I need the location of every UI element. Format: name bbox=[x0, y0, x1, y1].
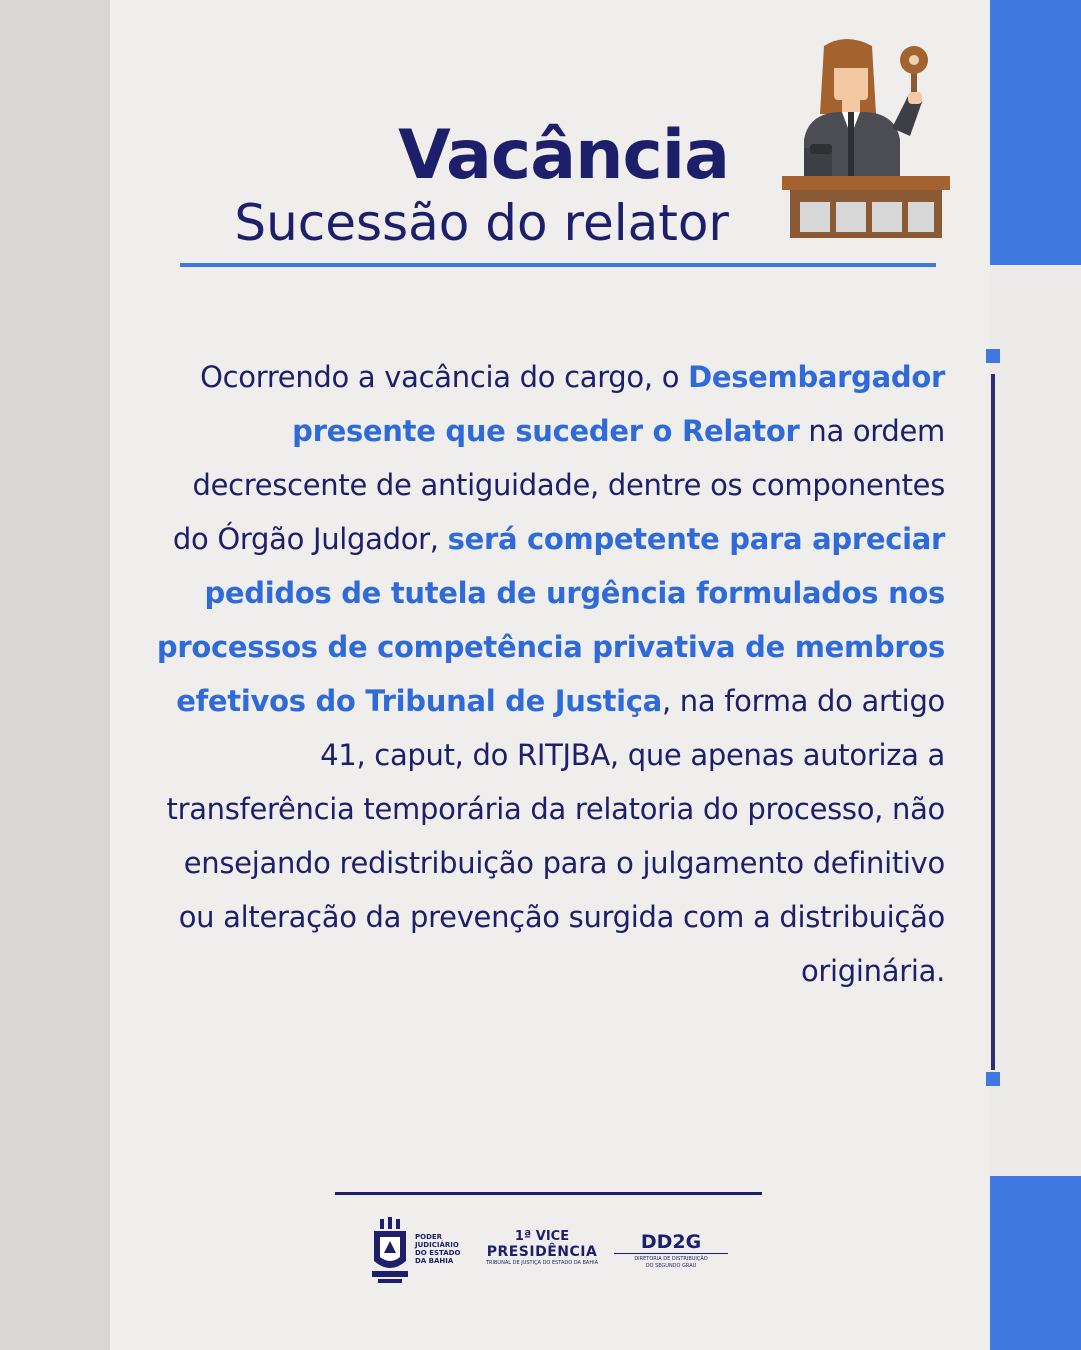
page-title: Vacância bbox=[398, 116, 729, 195]
logo-vice-line3: TRIBUNAL DE JUSTIÇA DO ESTADO DA BAHIA bbox=[486, 1260, 599, 1266]
logo-tj-line: JUDICIÁRIO bbox=[415, 1241, 459, 1249]
body-highlight-1: Desembargador presente que suceder o Relator bbox=[292, 360, 945, 448]
logo-vice-line2: PRESIDÊNCIA bbox=[486, 1244, 598, 1260]
page-subtitle: Sucessão do relator bbox=[234, 194, 729, 252]
logo-tj-line: DA BAHIA bbox=[415, 1257, 454, 1265]
title-underline bbox=[180, 263, 936, 267]
logo-dd2g-acronym: DD2G bbox=[640, 1231, 702, 1253]
blue-accent-top bbox=[990, 0, 1081, 265]
logo-tj-line: DO ESTADO bbox=[415, 1249, 461, 1257]
judge-with-gavel-icon bbox=[780, 36, 952, 242]
logo-dd2g-line1: DIRETORIA DE DISTRIBUIÇÃO bbox=[634, 1256, 708, 1262]
side-vertical-line bbox=[991, 374, 995, 1070]
logo-dd2g-line2: DO SEGUNDO GRAU bbox=[645, 1263, 697, 1269]
body-segment-2: na ordem decrescente de antiguidade, dentre os componentes do Órgão Julgador, bbox=[172, 414, 945, 556]
logo-tj-bahia bbox=[370, 1217, 490, 1287]
body-highlight-2: será competente para apreciar pedidos de tutela de urgência formulados nos processos de competência privativa de membros efetivos do Tribunal de Justiça bbox=[156, 522, 945, 718]
body-segment-1: Ocorrendo a vacância do cargo, o bbox=[200, 360, 689, 394]
left-gray-strip bbox=[0, 0, 110, 1350]
body-paragraph bbox=[150, 350, 945, 998]
logo-dd2g-rule bbox=[614, 1253, 728, 1254]
logo-tj-line: PODER bbox=[415, 1233, 443, 1241]
logo-vice-presidencia bbox=[486, 1229, 598, 1267]
blue-accent-bottom bbox=[990, 1176, 1081, 1350]
side-square-top bbox=[986, 349, 1000, 363]
logo-dd2g-text bbox=[614, 1256, 728, 1270]
logo-tj-text bbox=[415, 1233, 460, 1265]
logo-vice-line1: 1ª VICE bbox=[514, 1229, 570, 1244]
body-segment-3: , na forma do artigo 41, caput, do RITJBA, que apenas autoriza a transferência temporária da relatoria do processo, não ensejando redistribuição para o julgamento definitivo ou alteração da prevenção surgida com a distribuição originária. bbox=[166, 684, 945, 988]
logo-dd2g bbox=[614, 1232, 728, 1270]
bahia-coat-of-arms-icon bbox=[370, 1217, 410, 1287]
side-square-bottom bbox=[986, 1072, 1000, 1086]
footer-divider bbox=[335, 1192, 762, 1195]
